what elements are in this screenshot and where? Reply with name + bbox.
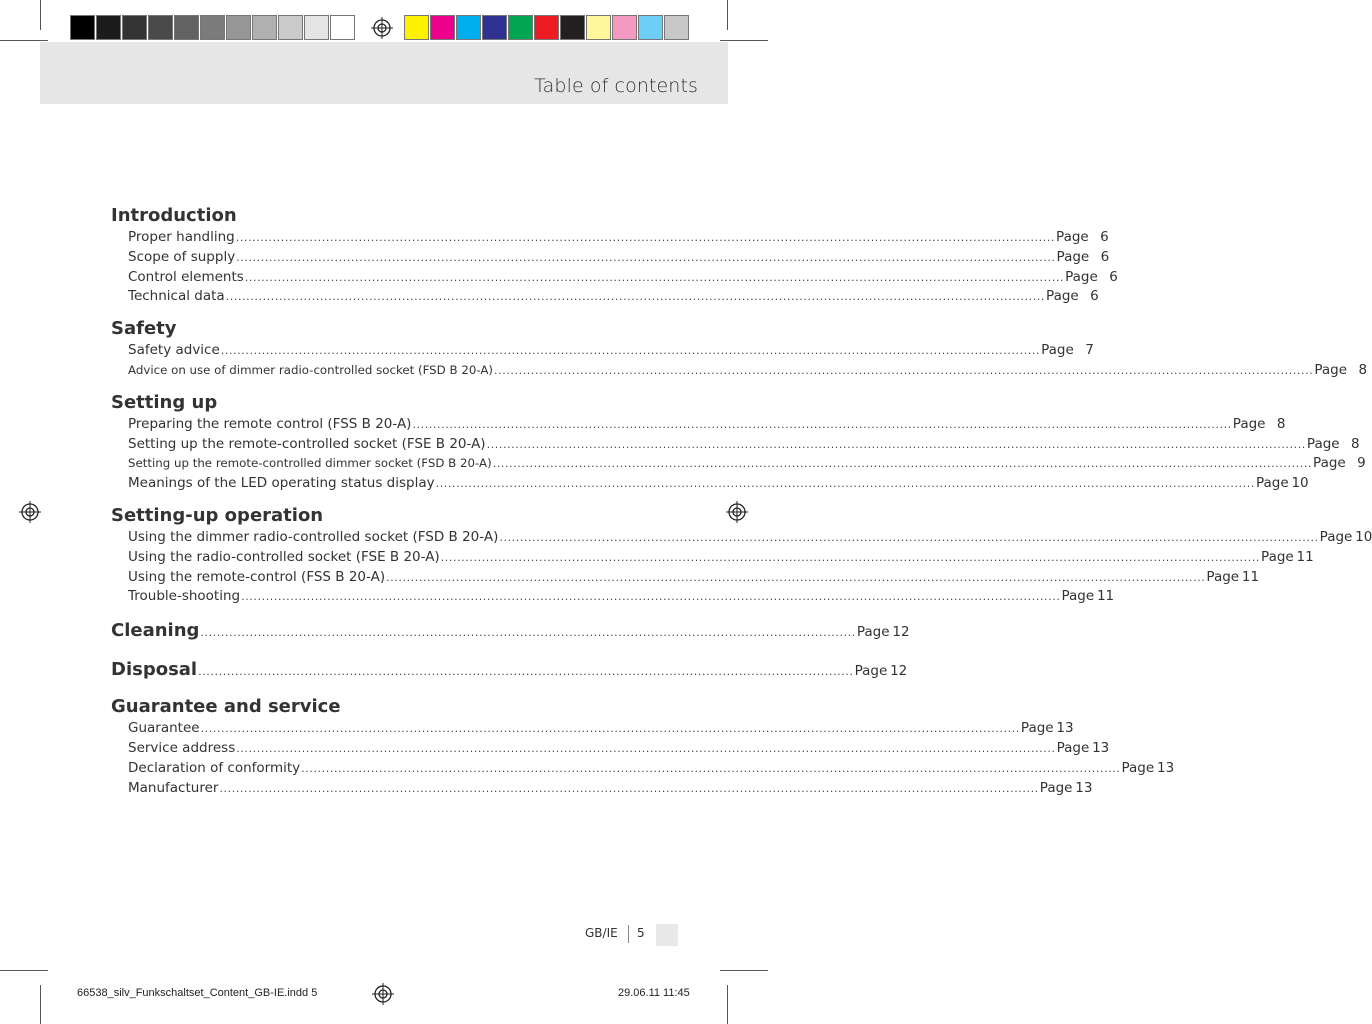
dot-leader: ........................................................................................................................................................................................................: [386, 570, 1206, 584]
page-label: Page: [1056, 248, 1090, 265]
page-label: Page: [1046, 288, 1079, 305]
dot-leader: ........................................................................................................................................................................................................: [301, 761, 1121, 775]
page-number: 11: [1096, 588, 1115, 605]
color-swatch: [534, 15, 559, 40]
toc-section-introduction: [111, 204, 1118, 307]
color-swatch: [226, 15, 251, 40]
page-number: 7: [1085, 342, 1094, 359]
crop-mark: [40, 985, 41, 1024]
toc-entry: [111, 361, 1368, 381]
page-label: Page: [1039, 779, 1073, 796]
page-label: Page: [1041, 342, 1074, 359]
dot-leader: ........................................................................................................................................................................................................: [494, 363, 1314, 377]
dot-leader: ........................................................................................................................................................................................................: [236, 250, 1056, 264]
toc-entry: [111, 228, 1109, 248]
toc-entry: [111, 587, 1115, 607]
color-swatch: [482, 15, 507, 40]
entry-label: Manufacturer: [128, 779, 219, 796]
page-label: Page: [1232, 415, 1266, 432]
entry-label: Service address: [128, 739, 236, 756]
page-number: 6: [1100, 229, 1109, 245]
page-title: Table of contents: [534, 75, 698, 97]
color-swatch: [560, 15, 585, 40]
color-swatch: [586, 15, 611, 40]
entry-label: Safety advice: [128, 342, 220, 359]
dot-leader: ........................................................................................................................................................................................................: [440, 550, 1261, 564]
registration-mark-icon: [19, 501, 41, 523]
dot-leader: ........................................................................................................................................................................................................: [236, 741, 1056, 755]
dot-leader: ........................................................................................................................................................................................................: [200, 722, 1020, 736]
toc-entry: [111, 779, 1093, 799]
entry-label: Guarantee: [128, 720, 200, 737]
dot-leader: ........................................................................................................................................................................................................: [492, 457, 1313, 471]
section-title: Introduction: [111, 205, 237, 226]
toc-section-cleaning: [111, 617, 910, 644]
page-label: Page: [1056, 229, 1089, 245]
slug-file-name: 66538_silv_Funkschaltset_Content_GB-IE.indd 5: [77, 987, 318, 999]
entry-label: Scope of supply: [128, 248, 236, 265]
slug-timestamp: 29.06.11 11:45: [618, 987, 690, 999]
page-label: Page: [1020, 720, 1054, 737]
color-swatch: [638, 15, 663, 40]
page-number: 11: [1296, 548, 1314, 565]
entry-label: Setting up the remote-controlled dimmer socket (FSD B 20-A): [128, 456, 492, 471]
page-number: 8: [1358, 361, 1368, 378]
page-label: Page: [1319, 528, 1353, 545]
color-swatch: [70, 15, 95, 40]
dot-leader: ........................................................................................................................................................................................................: [499, 530, 1319, 544]
page-label: Page: [1065, 268, 1098, 285]
toc-entry: [111, 248, 1110, 268]
page-label: Page: [1121, 759, 1155, 776]
color-swatch: [664, 15, 689, 40]
dot-leader: ........................................................................................................................................................................................................: [241, 590, 1061, 604]
toc-section-guarantee: [111, 695, 1175, 798]
page-number: 13: [1056, 720, 1074, 737]
divider: [628, 925, 629, 943]
page-label: Page: [1206, 568, 1240, 585]
page-number: 13: [1157, 759, 1175, 776]
toc-entry: [111, 341, 1094, 361]
page-label: Page: [1061, 588, 1095, 605]
crop-mark: [0, 970, 48, 971]
grayscale-color-bar: [70, 15, 356, 41]
dot-leader: ........................................................................................................................................................................................................: [219, 781, 1039, 795]
toc-entry: [111, 739, 1110, 759]
dot-leader: ........................................................................................................................................................................................................: [412, 417, 1232, 431]
toc-section-disposal: [111, 656, 908, 683]
entry-label: Technical data: [128, 288, 225, 305]
toc-entry: [111, 268, 1118, 288]
color-swatch: [612, 15, 637, 40]
color-swatch: [174, 15, 199, 40]
section-title: Setting up: [111, 391, 218, 413]
color-swatch: [330, 15, 355, 40]
entry-label: Using the remote-control (FSS B 20-A): [128, 568, 386, 585]
color-swatch: [252, 15, 277, 40]
toc-section-setting-up: [111, 391, 1366, 494]
crop-mark: [40, 0, 41, 30]
color-swatch: [200, 15, 225, 40]
section-title: Cleaning: [111, 620, 200, 642]
page-label: Page: [1314, 361, 1348, 378]
dot-leader: ........................................................................................................................................................................................................: [235, 231, 1056, 244]
dot-leader: ................................................................................................................................................................: [200, 626, 856, 640]
color-swatch: [148, 15, 173, 40]
toc-entry: [111, 568, 1260, 588]
registration-mark-icon: [372, 983, 394, 1005]
entry-label: Trouble-shooting: [128, 588, 241, 605]
color-swatch: [122, 15, 147, 40]
dot-leader: ........................................................................................................................................................................................................: [486, 437, 1306, 451]
entry-label: Meanings of the LED operating status display: [128, 475, 435, 492]
toc-entry: [111, 548, 1314, 568]
page-number-footer: 5: [637, 926, 645, 940]
toc-entry: [111, 435, 1360, 455]
region-label: GB/IE: [585, 926, 618, 940]
page-number: 6: [1109, 268, 1118, 285]
crop-mark: [727, 0, 728, 30]
toc-section-safety: [111, 317, 1368, 381]
page-label: Page: [1056, 739, 1090, 756]
crop-mark: [727, 985, 728, 1024]
entry-label: Proper handling: [128, 229, 235, 245]
page-number: 6: [1090, 288, 1099, 305]
page-label: Page: [1306, 435, 1340, 452]
entry-label: Control elements: [128, 268, 244, 285]
entry-label: Setting up the remote-controlled socket (FSE B 20-A): [128, 435, 486, 452]
page-number: 10: [1291, 475, 1309, 492]
toc-entry: [111, 759, 1175, 779]
toc-entry: [111, 528, 1372, 548]
page-number: 11: [1241, 568, 1260, 585]
color-swatch: [96, 15, 121, 40]
entry-label: Advice on use of dimmer radio-controlled socket (FSD B 20-A): [128, 362, 494, 377]
section-title: Setting-up operation: [111, 504, 324, 526]
footer-tab: [656, 924, 678, 946]
entry-label: Declaration of conformity: [128, 759, 301, 776]
page-label: Page: [856, 624, 890, 641]
color-swatch: [430, 15, 455, 40]
dot-leader: ........................................................................................................................................................................................................: [220, 344, 1041, 358]
page-number: 13: [1075, 779, 1093, 796]
page-label: Page: [854, 663, 888, 680]
page-number: 12: [892, 624, 910, 641]
registration-mark-icon: [371, 17, 393, 39]
dot-leader: ........................................................................................................................................................................................................: [435, 477, 1255, 491]
process-color-bar: [404, 15, 690, 41]
color-swatch: [304, 15, 329, 40]
toc-entry: [111, 719, 1074, 739]
section-title: Guarantee and service: [111, 696, 341, 718]
page-number: 6: [1100, 248, 1110, 265]
section-title: Disposal: [111, 659, 198, 681]
toc-section-setting-up-operation: [111, 504, 1372, 607]
page-number: 8: [1276, 415, 1286, 432]
entry-label: Preparing the remote control (FSS B 20-A): [128, 415, 412, 432]
registration-mark-icon: [726, 501, 748, 523]
dot-leader: ................................................................................................................................................................: [198, 665, 854, 679]
toc-entry: [111, 454, 1366, 474]
toc-entry: [111, 474, 1309, 494]
page-number: 8: [1351, 435, 1360, 452]
dot-leader: ........................................................................................................................................................................................................: [225, 290, 1046, 304]
page-number: 12: [890, 663, 908, 680]
toc-entry: [111, 287, 1099, 307]
entry-label: Using the dimmer radio-controlled socket (FSD B 20-A): [128, 528, 499, 545]
page-number: 10: [1355, 528, 1372, 545]
table-of-contents: [111, 204, 1372, 808]
entry-label: Using the radio-controlled socket (FSE B 20-A): [128, 548, 440, 565]
dot-leader: ........................................................................................................................................................................................................: [244, 270, 1065, 284]
page-label: Page: [1255, 475, 1289, 492]
color-swatch: [508, 15, 533, 40]
crop-mark: [720, 970, 768, 971]
toc-entry: [111, 415, 1286, 435]
page-label: Page: [1261, 548, 1294, 565]
color-swatch: [278, 15, 303, 40]
color-swatch: [404, 15, 429, 40]
color-swatch: [456, 15, 481, 40]
crop-mark: [720, 40, 768, 41]
crop-mark: [0, 40, 48, 41]
page-number: 13: [1092, 739, 1110, 756]
page-label: Page: [1313, 455, 1346, 472]
section-title: Safety: [111, 318, 177, 340]
page-number: 9: [1357, 455, 1366, 472]
